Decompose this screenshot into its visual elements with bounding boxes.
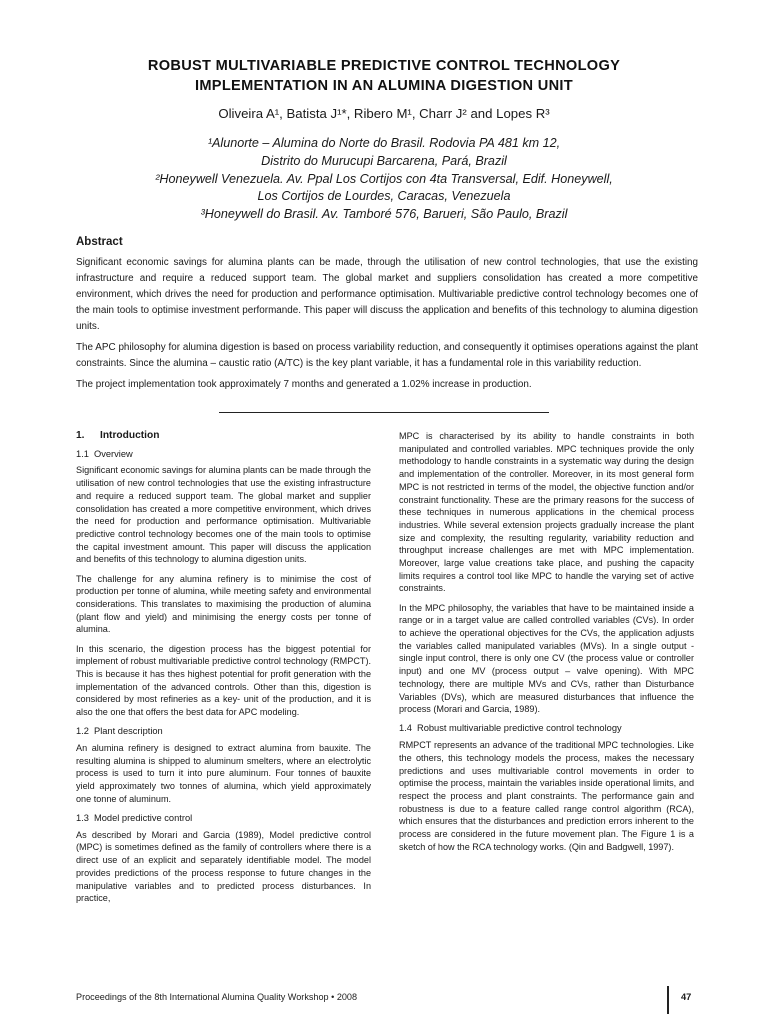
paper-title-line-1: ROBUST MULTIVARIABLE PREDICTIVE CONTROL TECHNOLOGY — [147, 58, 621, 74]
page-number: 47 — [681, 992, 692, 1002]
body-paragraph: The challenge for any alumina refinery is to minimise the cost of production per tonne of alumina, while meeting safety and environmental considerations. This translates to maximising the production of alumina (plant flow and yield) and minimising the energy costs per tonne of alumina. — [76, 573, 371, 635]
subsection-title: Overview — [94, 448, 133, 459]
subsection-heading-model-predictive-control — [76, 812, 371, 825]
subsection-heading-rmpct — [399, 722, 694, 735]
abstract-paragraph: The project implementation took approximately 7 months and generated a 1.02% increase in production. — [76, 379, 532, 390]
section-heading-introduction — [76, 430, 371, 443]
body-paragraph: Significant economic savings for alumina plants can be made through the utilisation of new control technologies that use the existing infrastructure and require a reduced support team. The global market and supplier consolidation has created a more competitive environment, which drives the need for production and performance optimisation. Multivariable predictive control technology becomes one of the main tools to optimise the capital investment amount. This paper will discuss the application and benefits of this technology to alumina digestion units. — [76, 465, 371, 565]
body-paragraph: RMPCT represents an advance of the traditional MPC technologies. Like the others, this technology models the process, makes the necessary predictions and uses multivariable control movements in order to optimise the process, maintain the variables inside operational limits, and respect the process and plant constraints. The performance gain and robustness is due to a feature called range control algorithm (RCA), which ensures that the disturbances and prediction errors inherent to the process are considered in the future movement plan. The Figure 1 is a sketch of how the RCA technology works. (Qin and Badgwell, 1997). — [399, 740, 694, 852]
section-title: Introduction — [100, 430, 160, 441]
section-divider — [219, 412, 549, 413]
abstract-paragraph: The APC philosophy for alumina digestion is based on process variability reduction, and consequently it optimises operations against the plant constraints. Since the alumina – caustic ratio (A/TC) is the key plant variable, it has a fundamental role in this variability reduction. — [76, 342, 698, 369]
subsection-number: 1.3 — [76, 812, 89, 823]
subsection-heading-overview — [76, 448, 371, 461]
subsection-number: 1.2 — [76, 726, 89, 737]
affiliation-line: Distrito do Murucupi Barcarena, Pará, Brazil — [261, 153, 507, 168]
abstract-body — [76, 255, 698, 398]
body-paragraph: In the MPC philosophy, the variables that have to be maintained inside a range or in a target value are called controlled variables (CVs). In order to achieve the operational objectives for the CVs, the application adjusts the variables called manipulated variables (MVs). In a single output - single input control, there is only one CV (the process value or controller input) and one MV (process output – valve opening). With MPC technology, there are multiple MVs and CVs, rather than Disturbance Variables (DVs), which are measured disturbances that influence the process (Morari and Garcia, 1989). — [399, 602, 694, 715]
right-column — [399, 430, 694, 860]
paper-title-line-2: IMPLEMENTATION IN AN ALUMINA DIGESTION UNIT — [195, 78, 573, 94]
body-paragraph: In this scenario, the digestion process has the biggest potential for implement of robust multivariable predictive control technology (RMPCT). This is because it has thes highest potential for profit generation with the implementation of the advanced controls. Other than this, digestion is considered by most refineries as a key- unit of the production, and it is also the one that offers the best data for APC modeling. — [76, 643, 371, 718]
body-paragraph: MPC is characterised by its ability to handle constraints in both manipulated and controlled variables. MPC techniques provide the only methodology to handle constraints in a systematic way during the design and implementation of the controller. Moreover, in its most general form MPC is not restricted in terms of the model, the objective function and/or constraint functionality. These are the primary reasons for the success of these techniques in numerous applications in the chemical process industries. While several extension projects gradually increase the plant size and complexity, the resulting regularity, variability reduction and throughput increase challenges are met with MPC implementation. Moreover, large value creations take place, and pushing the capacity limits requires a control tool like MPC to handle the varying set of active constraints. — [399, 431, 694, 594]
abstract-paragraph: Significant economic savings for alumina plants can be made, through the utilisation of new control technologies, that use the existing infrastructure and require a reduced support team. The global market and suppliers consolidation has created a more competitive environment, which drives the need for production and performance optimisation. Multivariable predictive control technology becomes one of the main tools to optimise investment performande. This paper will discuss the application and benefits of this technology to alumina digestion units. — [76, 257, 698, 332]
author-list: Oliveira A¹, Batista J¹*, Ribero M¹, Charr J² and Lopes R³ — [218, 106, 550, 121]
body-paragraph: An alumina refinery is designed to extract alumina from bauxite. The resulting alumina is shipped to aluminum smelters, where an electrolytic process is used to turn it into pure aluminum. Four tonnes of bauxite yield approximately two tonnes of alumina, which yield approximately one tonne of aluminum. — [76, 742, 371, 804]
affiliation-line: ²Honeywell Venezuela. Av. Ppal Los Cortijos con 4ta Transversal, Edif. Honeywell, — [155, 171, 613, 186]
affiliation-line: ³Honeywell do Brasil. Av. Tamboré 576, Barueri, São Paulo, Brazil — [200, 207, 568, 222]
subsection-title: Plant description — [94, 726, 163, 737]
subsection-title: Robust multivariable predictive control technology — [417, 723, 622, 734]
subsection-title: Model predictive control — [94, 812, 193, 823]
footer-divider — [667, 986, 669, 1014]
footer-proceedings: Proceedings of the 8th International Alumina Quality Workshop • 2008 — [76, 992, 358, 1002]
affiliations — [60, 135, 708, 224]
abstract-heading: Abstract — [76, 236, 123, 248]
paper-title — [60, 56, 708, 96]
affiliation-line: ¹Alunorte – Alumina do Norte do Brasil. Rodovia PA 481 km 12, — [207, 136, 561, 150]
subsection-number: 1.1 — [76, 448, 89, 459]
affiliation-line: Los Cortijos de Lourdes, Caracas, Venezuela — [257, 189, 511, 204]
subsection-heading-plant-description — [76, 725, 371, 738]
left-column — [76, 430, 371, 911]
section-number: 1. — [76, 430, 85, 441]
body-paragraph: As described by Morari and Garcia (1989), Model predictive control (MPC) is sometimes defined as the family of controllers where there is a direct use of an explicit and separately identifiable model. The model provides predictions of the process response to future changes in the manipulative variables and to predicted process disturbances. In practice, — [76, 829, 371, 904]
subsection-number: 1.4 — [399, 723, 412, 734]
